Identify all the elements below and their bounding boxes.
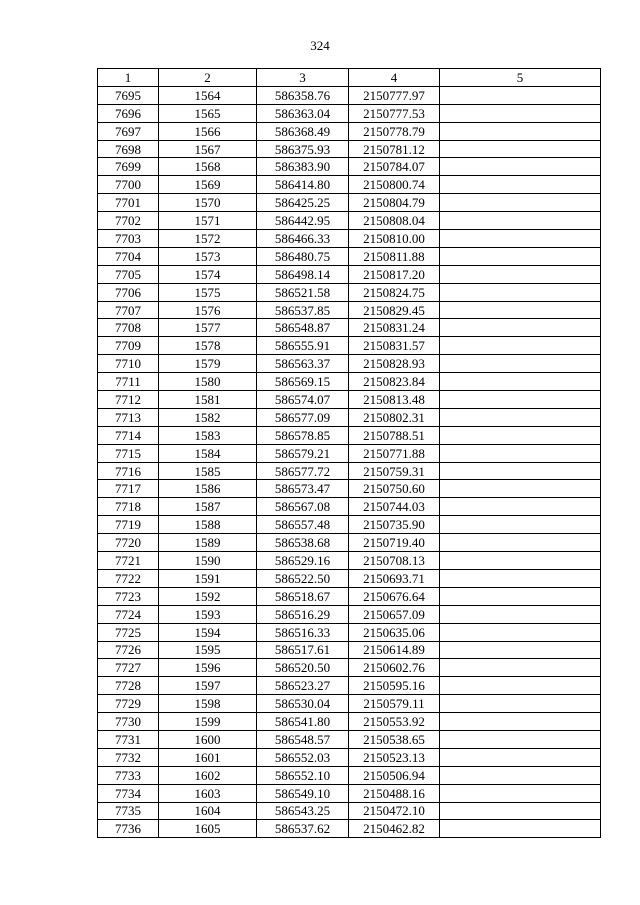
- table-row: [98, 283, 601, 301]
- table-cell: [440, 391, 601, 409]
- column-header: 4: [349, 69, 440, 87]
- table-cell: 2150804.79: [349, 194, 440, 212]
- table-cell: [440, 766, 601, 784]
- table-cell: 1591: [159, 569, 257, 587]
- table-cell: 586516.33: [257, 623, 349, 641]
- table-cell: 7717: [98, 480, 159, 498]
- table-cell: [440, 426, 601, 444]
- table-cell: 7708: [98, 319, 159, 337]
- table-cell: 7699: [98, 158, 159, 176]
- table-row: [98, 677, 601, 695]
- table-cell: 7723: [98, 587, 159, 605]
- table-row: [98, 516, 601, 534]
- table-row: [98, 212, 601, 230]
- table-row: [98, 713, 601, 731]
- table-row: [98, 122, 601, 140]
- table-cell: 1571: [159, 212, 257, 230]
- table-cell: 2150777.53: [349, 104, 440, 122]
- table-cell: 1588: [159, 516, 257, 534]
- table-cell: 2150824.75: [349, 283, 440, 301]
- table-cell: [440, 534, 601, 552]
- table-cell: 586520.50: [257, 659, 349, 677]
- table-cell: 586363.04: [257, 104, 349, 122]
- table-cell: 2150810.00: [349, 230, 440, 248]
- table-cell: [440, 355, 601, 373]
- table-cell: [440, 784, 601, 802]
- table-body: [98, 86, 601, 837]
- column-header: 2: [159, 69, 257, 87]
- table-cell: 586368.49: [257, 122, 349, 140]
- table-cell: 7733: [98, 766, 159, 784]
- table-cell: 7712: [98, 391, 159, 409]
- table-cell: 2150523.13: [349, 748, 440, 766]
- table-cell: 7706: [98, 283, 159, 301]
- table-cell: 1576: [159, 301, 257, 319]
- table-cell: [440, 552, 601, 570]
- table-cell: 7720: [98, 534, 159, 552]
- table-cell: 2150759.31: [349, 462, 440, 480]
- table-cell: [440, 677, 601, 695]
- table-cell: 1596: [159, 659, 257, 677]
- table-row: [98, 569, 601, 587]
- table-row: [98, 301, 601, 319]
- table-cell: [440, 569, 601, 587]
- table-cell: 2150602.76: [349, 659, 440, 677]
- table-cell: 2150829.45: [349, 301, 440, 319]
- table-header-row: [98, 69, 601, 87]
- table-cell: [440, 820, 601, 838]
- column-header: 1: [98, 69, 159, 87]
- table-cell: [440, 265, 601, 283]
- table-cell: [440, 230, 601, 248]
- table-cell: [440, 713, 601, 731]
- table-row: [98, 230, 601, 248]
- table-cell: 1580: [159, 373, 257, 391]
- table-cell: 7711: [98, 373, 159, 391]
- table-cell: 586537.85: [257, 301, 349, 319]
- table-cell: 1592: [159, 587, 257, 605]
- table-row: [98, 426, 601, 444]
- table-cell: 586518.67: [257, 587, 349, 605]
- table-cell: 1568: [159, 158, 257, 176]
- table-cell: 7734: [98, 784, 159, 802]
- table-row: [98, 391, 601, 409]
- table-cell: 586579.21: [257, 444, 349, 462]
- table-cell: 1582: [159, 408, 257, 426]
- table-cell: 7703: [98, 230, 159, 248]
- table-cell: 2150676.64: [349, 587, 440, 605]
- table-row: [98, 176, 601, 194]
- table-cell: [440, 605, 601, 623]
- table-cell: 2150708.13: [349, 552, 440, 570]
- table-cell: 2150777.97: [349, 86, 440, 104]
- table-cell: 7735: [98, 802, 159, 820]
- table-row: [98, 265, 601, 283]
- table-row: [98, 820, 601, 838]
- table-cell: 1572: [159, 230, 257, 248]
- table-cell: [440, 748, 601, 766]
- table-cell: 2150811.88: [349, 247, 440, 265]
- table-cell: [440, 158, 601, 176]
- table-row: [98, 194, 601, 212]
- table-cell: 7731: [98, 730, 159, 748]
- table-cell: 1564: [159, 86, 257, 104]
- table-row: [98, 766, 601, 784]
- table-row: [98, 552, 601, 570]
- table-row: [98, 373, 601, 391]
- table-cell: 2150831.57: [349, 337, 440, 355]
- table-cell: 7730: [98, 713, 159, 731]
- table-cell: 1589: [159, 534, 257, 552]
- table-cell: 2150462.82: [349, 820, 440, 838]
- table-cell: 2150781.12: [349, 140, 440, 158]
- table-row: [98, 140, 601, 158]
- table-cell: [440, 730, 601, 748]
- table-cell: [440, 480, 601, 498]
- table-cell: 2150595.16: [349, 677, 440, 695]
- table-cell: [440, 587, 601, 605]
- table-cell: 7732: [98, 748, 159, 766]
- table-cell: [440, 516, 601, 534]
- table-cell: 2150788.51: [349, 426, 440, 444]
- table-cell: 586521.58: [257, 283, 349, 301]
- table-cell: 1598: [159, 695, 257, 713]
- table-cell: 1593: [159, 605, 257, 623]
- table-cell: 586466.33: [257, 230, 349, 248]
- table-cell: 1587: [159, 498, 257, 516]
- table-cell: 7729: [98, 695, 159, 713]
- table-row: [98, 534, 601, 552]
- table-cell: 2150657.09: [349, 605, 440, 623]
- table-cell: 2150553.92: [349, 713, 440, 731]
- table-cell: 1586: [159, 480, 257, 498]
- table-row: [98, 408, 601, 426]
- table-cell: 1574: [159, 265, 257, 283]
- table-cell: [440, 373, 601, 391]
- table-cell: 1583: [159, 426, 257, 444]
- table-cell: 7719: [98, 516, 159, 534]
- table-cell: [440, 194, 601, 212]
- table-cell: 7722: [98, 569, 159, 587]
- table-cell: 586552.03: [257, 748, 349, 766]
- table-row: [98, 587, 601, 605]
- table-cell: 2150735.90: [349, 516, 440, 534]
- table-row: [98, 480, 601, 498]
- table-cell: 2150719.40: [349, 534, 440, 552]
- table-cell: 586563.37: [257, 355, 349, 373]
- table-row: [98, 86, 601, 104]
- table-cell: [440, 176, 601, 194]
- table-cell: 1573: [159, 247, 257, 265]
- table-cell: 586537.62: [257, 820, 349, 838]
- table-cell: 1581: [159, 391, 257, 409]
- table-cell: 7714: [98, 426, 159, 444]
- table-cell: 1579: [159, 355, 257, 373]
- table-row: [98, 695, 601, 713]
- table-cell: 1594: [159, 623, 257, 641]
- table-cell: 586529.16: [257, 552, 349, 570]
- table-cell: 586375.93: [257, 140, 349, 158]
- table-cell: 1567: [159, 140, 257, 158]
- table-cell: 2150808.04: [349, 212, 440, 230]
- table-cell: 2150614.89: [349, 641, 440, 659]
- table-cell: 1605: [159, 820, 257, 838]
- table-cell: 2150771.88: [349, 444, 440, 462]
- table-row: [98, 158, 601, 176]
- table-cell: 7710: [98, 355, 159, 373]
- table-cell: 7725: [98, 623, 159, 641]
- table-cell: [440, 623, 601, 641]
- table-cell: 2150579.11: [349, 695, 440, 713]
- table-cell: 2150635.06: [349, 623, 440, 641]
- table-cell: [440, 104, 601, 122]
- table-cell: 586522.50: [257, 569, 349, 587]
- table-cell: 1570: [159, 194, 257, 212]
- table-cell: 586548.57: [257, 730, 349, 748]
- table-cell: 2150778.79: [349, 122, 440, 140]
- table-cell: [440, 212, 601, 230]
- table-cell: 586541.80: [257, 713, 349, 731]
- table-cell: 586557.48: [257, 516, 349, 534]
- table-row: [98, 498, 601, 516]
- table-cell: 2150472.10: [349, 802, 440, 820]
- table-cell: 1575: [159, 283, 257, 301]
- table-cell: 1578: [159, 337, 257, 355]
- table-row: [98, 319, 601, 337]
- table-cell: 586574.07: [257, 391, 349, 409]
- table-cell: 1599: [159, 713, 257, 731]
- table-cell: 7701: [98, 194, 159, 212]
- table-cell: 586498.14: [257, 265, 349, 283]
- table-cell: [440, 337, 601, 355]
- table-cell: 7702: [98, 212, 159, 230]
- table-cell: 7726: [98, 641, 159, 659]
- table-row: [98, 104, 601, 122]
- table-row: [98, 641, 601, 659]
- table-cell: 1577: [159, 319, 257, 337]
- table-cell: 586549.10: [257, 784, 349, 802]
- table-cell: [440, 462, 601, 480]
- table-cell: 7709: [98, 337, 159, 355]
- table-cell: 1603: [159, 784, 257, 802]
- table-cell: 7736: [98, 820, 159, 838]
- table-cell: 1590: [159, 552, 257, 570]
- column-header: 3: [257, 69, 349, 87]
- table-cell: 586577.09: [257, 408, 349, 426]
- coordinates-table: [97, 68, 601, 838]
- table-cell: [440, 695, 601, 713]
- table-cell: [440, 408, 601, 426]
- table-cell: 7716: [98, 462, 159, 480]
- table-row: [98, 802, 601, 820]
- table-cell: [440, 498, 601, 516]
- table-cell: [440, 641, 601, 659]
- table-cell: 2150813.48: [349, 391, 440, 409]
- table-cell: 586577.72: [257, 462, 349, 480]
- table-cell: 586567.08: [257, 498, 349, 516]
- table-row: [98, 462, 601, 480]
- table-cell: 586358.76: [257, 86, 349, 104]
- table-cell: 586573.47: [257, 480, 349, 498]
- table-cell: 586578.85: [257, 426, 349, 444]
- table-row: [98, 730, 601, 748]
- table-cell: 7724: [98, 605, 159, 623]
- table-cell: 7718: [98, 498, 159, 516]
- table-cell: 1585: [159, 462, 257, 480]
- table-cell: 2150784.07: [349, 158, 440, 176]
- table-cell: 2150506.94: [349, 766, 440, 784]
- table-cell: [440, 301, 601, 319]
- table-row: [98, 784, 601, 802]
- table-cell: 1595: [159, 641, 257, 659]
- table-cell: 586548.87: [257, 319, 349, 337]
- table-cell: 7707: [98, 301, 159, 319]
- table-cell: 586543.25: [257, 802, 349, 820]
- table-cell: 7713: [98, 408, 159, 426]
- table-cell: 1602: [159, 766, 257, 784]
- table-cell: 2150693.71: [349, 569, 440, 587]
- table-cell: 7728: [98, 677, 159, 695]
- table-cell: 1604: [159, 802, 257, 820]
- table-cell: 2150823.84: [349, 373, 440, 391]
- table-cell: 2150817.20: [349, 265, 440, 283]
- table-cell: 586383.90: [257, 158, 349, 176]
- table-cell: 2150488.16: [349, 784, 440, 802]
- table-cell: 7698: [98, 140, 159, 158]
- column-header: 5: [440, 69, 601, 87]
- table-cell: 1601: [159, 748, 257, 766]
- table-cell: [440, 444, 601, 462]
- table-cell: 586530.04: [257, 695, 349, 713]
- table-cell: 7727: [98, 659, 159, 677]
- table-cell: 2150828.93: [349, 355, 440, 373]
- table-cell: 2150831.24: [349, 319, 440, 337]
- table-row: [98, 444, 601, 462]
- table-cell: 2150750.60: [349, 480, 440, 498]
- table-row: [98, 337, 601, 355]
- table-cell: 7696: [98, 104, 159, 122]
- table-cell: 1600: [159, 730, 257, 748]
- table-cell: [440, 659, 601, 677]
- table-cell: 7695: [98, 86, 159, 104]
- table-cell: 586552.10: [257, 766, 349, 784]
- table-cell: 2150802.31: [349, 408, 440, 426]
- table-cell: 2150538.65: [349, 730, 440, 748]
- page-number: 324: [310, 38, 330, 53]
- table-cell: 586442.95: [257, 212, 349, 230]
- table-cell: 586414.80: [257, 176, 349, 194]
- table-cell: 586523.27: [257, 677, 349, 695]
- table-cell: 1569: [159, 176, 257, 194]
- table-cell: 7697: [98, 122, 159, 140]
- table-cell: [440, 802, 601, 820]
- table-cell: 1566: [159, 122, 257, 140]
- table-cell: 1565: [159, 104, 257, 122]
- table-cell: 586516.29: [257, 605, 349, 623]
- table-cell: [440, 283, 601, 301]
- table-row: [98, 659, 601, 677]
- table-cell: [440, 86, 601, 104]
- table-row: [98, 623, 601, 641]
- table-cell: 586517.61: [257, 641, 349, 659]
- table-row: [98, 247, 601, 265]
- table-cell: 586538.68: [257, 534, 349, 552]
- table-cell: 7715: [98, 444, 159, 462]
- table-cell: [440, 319, 601, 337]
- table-cell: 1597: [159, 677, 257, 695]
- table-row: [98, 748, 601, 766]
- table-cell: 586480.75: [257, 247, 349, 265]
- table-cell: [440, 140, 601, 158]
- table-cell: 586569.15: [257, 373, 349, 391]
- table-cell: [440, 122, 601, 140]
- table-cell: 586425.25: [257, 194, 349, 212]
- table-cell: 1584: [159, 444, 257, 462]
- table-row: [98, 355, 601, 373]
- table-cell: 7721: [98, 552, 159, 570]
- table-cell: 586555.91: [257, 337, 349, 355]
- table-cell: 2150800.74: [349, 176, 440, 194]
- table-row: [98, 605, 601, 623]
- table-cell: 7704: [98, 247, 159, 265]
- table-cell: [440, 247, 601, 265]
- table-cell: 2150744.03: [349, 498, 440, 516]
- table-cell: 7705: [98, 265, 159, 283]
- table-cell: 7700: [98, 176, 159, 194]
